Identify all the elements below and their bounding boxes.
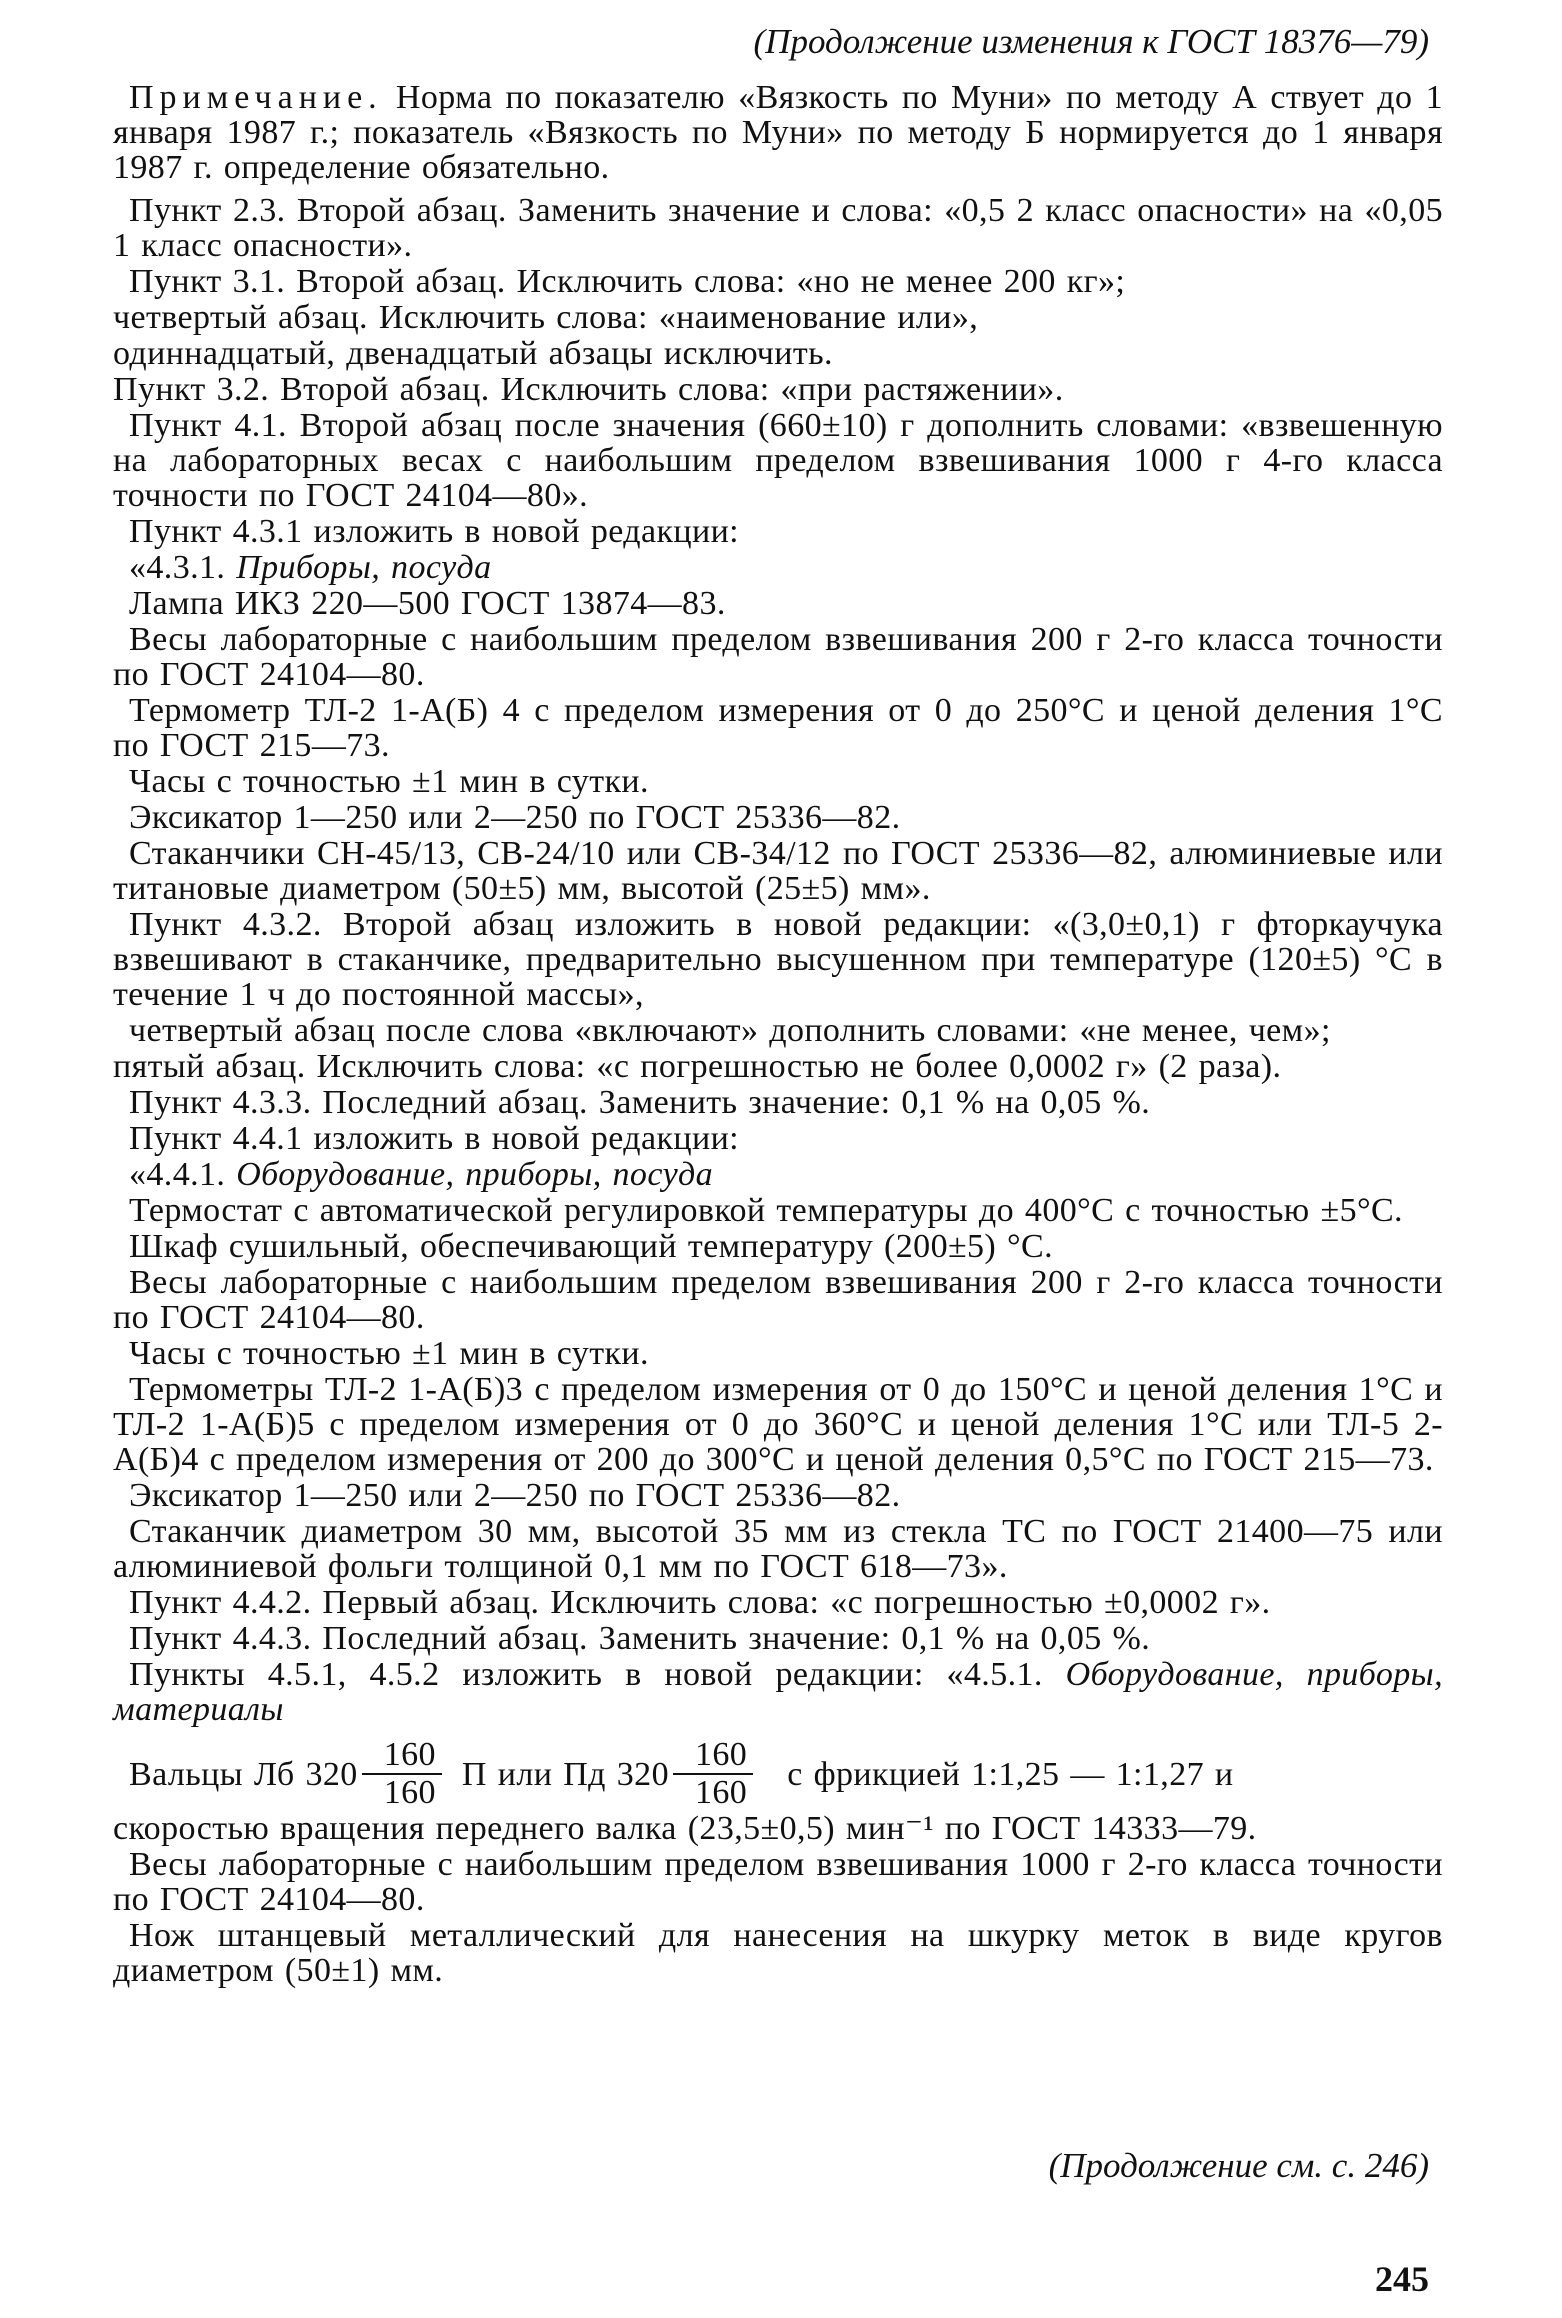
list-item: Шкаф сушильный, обеспечивающий температуру (200±5) °С. <box>129 1228 1054 1265</box>
fraction-2-numerator: 160 <box>673 1737 753 1775</box>
list-item: Весы лабораторные с наибольшим пределом взвешивания 1000 г 2-го класса точности по ГОСТ 24104—80. <box>113 1846 1443 1918</box>
note-paragraph <box>113 80 1443 185</box>
paragraph: Пункт 4.4.2. Первый абзац. Исключить слова: «с погрешностью ±0,0002 г». <box>129 1584 1271 1621</box>
paragraph: Пункт 4.4.3. Последний абзац. Заменить значение: 0,1 % на 0,05 %. <box>129 1620 1151 1657</box>
paragraph: скоростью вращения переднего валка (23,5±0,5) мин⁻¹ по ГОСТ 14333—79. <box>113 1810 1257 1847</box>
list-item: Часы с точностью ±1 мин в сутки. <box>129 763 649 800</box>
list-item: Весы лабораторные с наибольшим пределом взвешивания 200 г 2-го класса точности по ГОСТ 24104—80. <box>113 1264 1443 1336</box>
paragraph: Пункт 4.1. Второй абзац после значения (660±10) г дополнить словами: «взвешенную на лабораторных весах с наибольшим пределом взвешивания 1000 г 4-го класса точности по ГОСТ 24104—80». <box>113 407 1443 514</box>
paragraph: Пункт 2.3. Второй абзац. Заменить значение и слова: «0,5 2 класс опасности» на «0,05 1 класс опасности». <box>113 192 1443 264</box>
list-item: Эксикатор 1—250 или 2—250 по ГОСТ 25336—82. <box>129 799 901 836</box>
fraction-1-denominator: 160 <box>383 1774 436 1811</box>
list-item: Часы с точностью ±1 мин в сутки. <box>129 1335 649 1372</box>
section-title: Оборудование, приборы, посуда <box>236 1156 713 1193</box>
page-header: (Продолжение изменения к ГОСТ 18376—79) <box>753 22 1429 61</box>
section-heading <box>113 1657 1443 1727</box>
continuation-note: (Продолжение см. с. 246) <box>1048 2146 1429 2185</box>
formula-prefix: Вальцы Лб 320 <box>129 1755 358 1793</box>
section-lead: Пункты 4.5.1, 4.5.2 изложить в новой редакции: «4.5.1. <box>129 1656 1043 1693</box>
list-item: Термометры ТЛ-2 1-А(Б)3 с пределом измерения от 0 до 150°С и ценой деления 1°С и ТЛ-2 1-А(Б)5 с пределом измерения от 0 до 360°С и ценой деления 1°С или ТЛ-5 2-А(Б)4 с пределом измерения от 200 до 300°С и ценой деления 0,5°С по ГОСТ 215—73. <box>113 1371 1443 1478</box>
section-title: Приборы, посуда <box>236 549 492 586</box>
list-item: Термометр ТЛ-2 1-А(Б) 4 с пределом измерения от 0 до 250°С и ценой деления 1°С по ГОСТ 215—73. <box>113 692 1443 764</box>
paragraph: Пункт 4.3.2. Второй абзац изложить в новой редакции: «(3,0±0,1) г фторкаучука взвешивают в стаканчике, предварительно высушенном при температуре (120±5) °С в течение 1 ч до постоянной массы», <box>113 906 1443 1013</box>
paragraph: Пункт 4.4.1 изложить в новой редакции: <box>129 1120 740 1157</box>
section-number: «4.3.1. <box>129 549 226 586</box>
list-item: Лампа ИКЗ 220—500 ГОСТ 13874—83. <box>129 585 726 622</box>
page-number: 245 <box>1375 2259 1429 2299</box>
list-item: Нож штанцевый металлический для нанесения на шкурку меток в виде кругов диаметром (50±1) мм. <box>113 1917 1443 1989</box>
list-item: Термостат с автоматической регулировкой температуры до 400°С с точностью ±5°С. <box>129 1192 1403 1229</box>
formula-suffix: с фрикцией 1:1,25 — 1:1,27 и <box>787 1755 1234 1793</box>
formula-mid: П или Пд 320 <box>461 1755 669 1793</box>
paragraph: четвертый абзац. Исключить слова: «наименование или», <box>113 299 979 336</box>
section-title: Оборудование, приборы, материалы <box>113 1656 1443 1728</box>
paragraph: Пункт 3.1. Второй абзац. Исключить слова: «но не менее 200 кг»; <box>129 263 1126 300</box>
section-number: «4.4.1. <box>129 1156 226 1193</box>
list-item: Весы лабораторные с наибольшим пределом взвешивания 200 г 2-го класса точности по ГОСТ 24104—80. <box>113 621 1443 693</box>
fraction-1-numerator: 160 <box>362 1737 442 1775</box>
paragraph: Пункт 4.3.1 изложить в новой редакции: <box>129 513 740 550</box>
section-heading <box>113 550 1443 585</box>
fraction-2-denominator: 160 <box>694 1774 748 1811</box>
document-body <box>113 80 1443 1989</box>
section-heading <box>113 1157 1443 1192</box>
paragraph: четвертый абзац после слова «включают» дополнить словами: «не менее, чем»; <box>129 1012 1331 1049</box>
paragraph: Пункт 4.3.3. Последний абзац. Заменить значение: 0,1 % на 0,05 %. <box>129 1084 1151 1121</box>
fraction-2 <box>673 1737 753 1811</box>
paragraph: Пункт 3.2. Второй абзац. Исключить слова: «при растяжении». <box>113 371 1064 408</box>
list-item: Стаканчики СН-45/13, СВ-24/10 или СВ-34/12 по ГОСТ 25336—82, алюминиевые или титановые диаметром (50±5) мм, высотой (25±5) мм». <box>113 835 1443 907</box>
formula-line <box>113 1737 1443 1811</box>
list-item: Эксикатор 1—250 или 2—250 по ГОСТ 25336—82. <box>129 1477 901 1514</box>
note-label: Примечание. <box>129 79 383 116</box>
paragraph: одиннадцатый, двенадцатый абзацы исключить. <box>113 335 833 372</box>
list-item: Стаканчик диаметром 30 мм, высотой 35 мм из стекла ТС по ГОСТ 21400—75 или алюминиевой фольги толщиной 0,1 мм по ГОСТ 618—73». <box>113 1513 1443 1585</box>
note-text: Норма по показателю «Вязкость по Муни» по методу А ствует до 1 января 1987 г.; показатель «Вязкость по Муни» по методу Б нормируется до 1 января 1987 г. определение обязательно. <box>113 79 1443 186</box>
paragraph: пятый абзац. Исключить слова: «с погрешностью не более 0,0002 г» (2 раза). <box>113 1048 1282 1085</box>
fraction-1 <box>362 1737 442 1811</box>
